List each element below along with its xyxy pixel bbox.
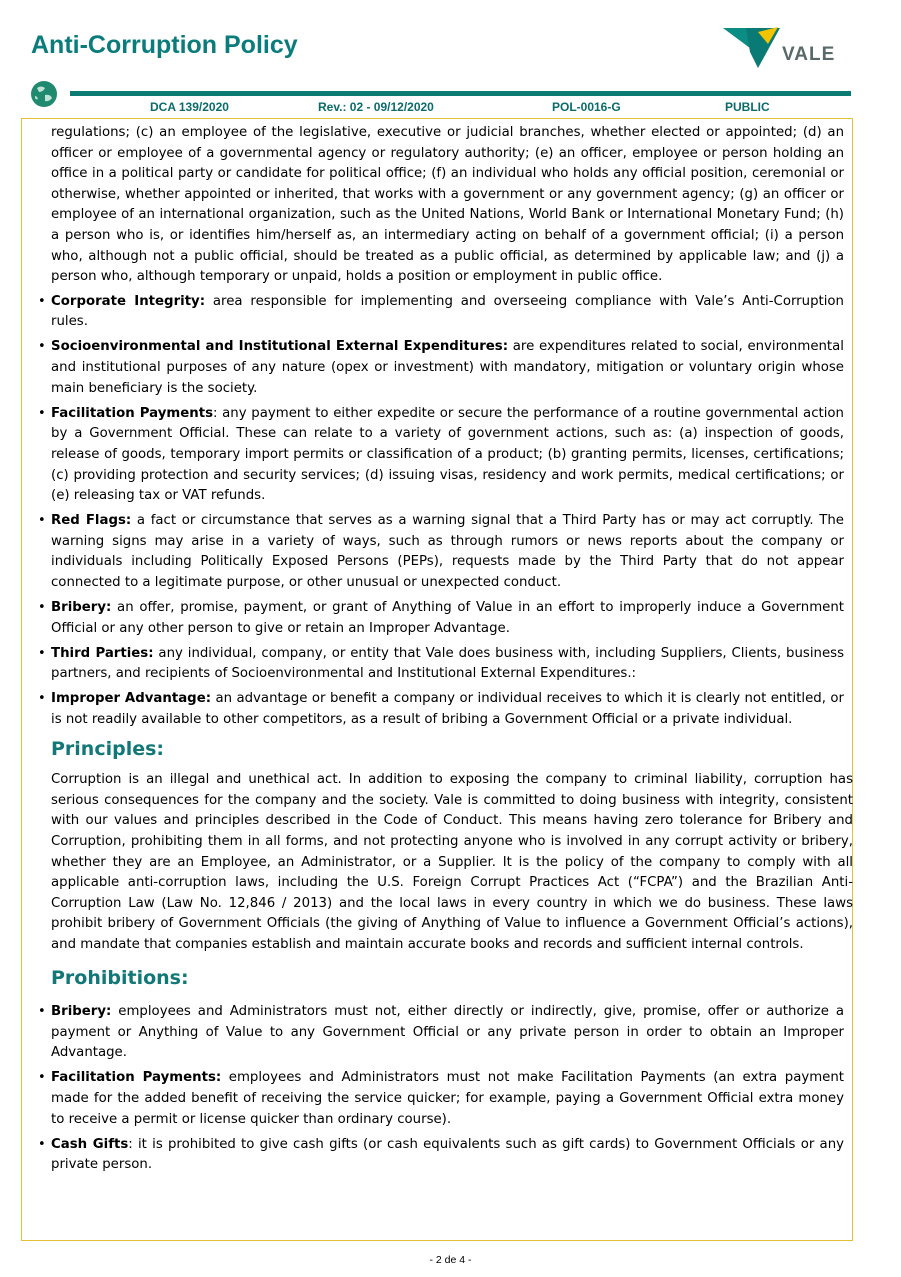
list-item: [51, 1002, 844, 1064]
revision-label: Rev.: 02 - 09/12/2020: [318, 100, 434, 114]
list-item: [51, 1068, 844, 1130]
definition-text: are expenditures related to social, environmental and institutional purposes of any nature (opex or investment) with mandatory, mitigation or voluntary origin whose main beneficiary is the society.: [51, 339, 844, 396]
definition-text: an offer, promise, payment, or grant of Anything of Value in an effort to improperly induce a Government Official or any other person to give or retain an Improper Advantage.: [51, 600, 844, 636]
prohibitions-list: [51, 1002, 844, 1176]
list-item: [51, 337, 844, 399]
definition-text: : any payment to either expedite or secure the performance of a routine governmental action by a Government Official. These can relate to a variety of government actions, such as: (a) inspection of goods, release of goods, temporary import permits or classification of a product; (b) granting permits, licenses, certifications; (c) providing protection and security services; (d) issuing visas, residency and work permits, medical certifications; or (e) releasing tax or VAT refunds.: [51, 405, 844, 504]
list-item: [51, 292, 844, 333]
list-item: [51, 644, 844, 685]
list-item: [51, 598, 844, 639]
definition-text: area responsible for implementing and overseeing compliance with Vale’s Anti-Corruption rules.: [51, 293, 844, 330]
classification-label: PUBLIC: [725, 100, 770, 114]
doc-reference: DCA 139/2020: [150, 100, 229, 114]
document-title: Anti-Corruption Policy: [31, 31, 298, 59]
principles-heading: Principles:: [51, 737, 165, 760]
definition-term: Socioenvironmental and Institutional External Expenditures:: [51, 339, 509, 355]
definition-term: Bribery:: [51, 600, 112, 616]
policy-code: POL-0016-G: [552, 100, 621, 114]
prohibition-text: employees and Administrators must not, either directly or indirectly, give, promise, offer or authorize a payment or Anything of Value to any Government Official or any private person in order to obtain an Improper Advantage.: [51, 1004, 844, 1061]
globe-icon: [30, 80, 58, 108]
principles-paragraph: Corruption is an illegal and unethical act. In addition to exposing the company to criminal liability, corruption has serious consequences for the company and the society. Vale is committed to doing business with integrity, consistent with our values and principles described in the Code of Conduct. This means having zero tolerance for Bribery and Corruption, prohibiting them in all forms, and not protecting anyone who is involved in any corrupt activity or bribery, whether they are an Employee, an Administrator, or a Supplier. It is the policy of the company to comply with all applicable anti-corruption laws, including the U.S. Foreign Corrupt Practices Act (“FCPA”) and the Brazilian Anti-Corruption Law (Law No. 12,846 / 2013) and the local laws in every country in which we do business. These laws prohibit bribery of Government Officials (the giving of Anything of Value to influence a Government Official’s actions), and mandate that companies establish and maintain accurate books and records and sufficient internal controls.: [51, 772, 853, 952]
definitions-list: [51, 292, 844, 731]
definition-term: Corporate Integrity:: [51, 293, 206, 309]
intro-paragraph: regulations; (c) an employee of the legislative, executive or judicial branches, whether elected or appointed; (d) an officer or employee of a governmental agency or regulatory authority; (e) an officer, employee or person holding an office in a political party or candidate for political office; (f) an individual who holds any official position, ceremonial or otherwise, whether appointed or inherited, that works with a government or any government agency; (g) an officer or employee of an international organization, such as the United Nations, World Bank or International Monetary Fund; (h) a person who is, or identifies him/herself as, an intermediary acting on behalf of a government official; (i) a person who, although not a public official, should be treated as a public official, as determined by applicable law; and (j) a person who, although temporary or unpaid, holds a position or employment in public office.: [51, 125, 844, 285]
definition-term: Improper Advantage:: [51, 691, 212, 707]
definition-text: an advantage or benefit a company or individual receives to which it is clearly not entitled, or is not readily available to other competitors, as a result of bribing a Government Official or a private individual.: [51, 691, 845, 728]
list-item: [51, 689, 844, 730]
prohibition-term: Facilitation Payments:: [51, 1070, 222, 1086]
header-rule: [70, 91, 851, 96]
definition-term: Third Parties:: [51, 645, 154, 661]
prohibition-term: Bribery:: [51, 1004, 112, 1020]
list-item: [51, 1135, 844, 1176]
list-item: [51, 404, 844, 507]
page-number: - 2 de 4 -: [429, 1254, 472, 1266]
definition-text: any individual, company, or entity that Vale does business with, including Suppliers, Clients, business partners, and recipients of Socioenvironmental and Institutional External Expenditures.:: [51, 645, 844, 682]
definition-term: Facilitation Payments: [51, 405, 213, 421]
prohibition-text: employees and Administrators must not make Facilitation Payments (an extra payment made for the added benefit of receiving the service quicker; for example, paying a Government Official extra money to receive a permit or license quicker than ordinary course).: [51, 1070, 844, 1127]
page-content: [51, 123, 853, 1180]
prohibition-term: Cash Gifts: [51, 1136, 129, 1152]
prohibitions-heading: Prohibitions:: [51, 966, 189, 989]
definition-text: a fact or circumstance that serves as a warning signal that a Third Party has or may act corruptly. The warning signs may arise in a variety of ways, such as through rumors or news reports about the company or individuals including Politically Exposed Persons (PEPs), requests made by the Third Party that do not appear connected to a legitimate purpose, or other unusual or unexpected conduct.: [51, 513, 844, 590]
logo-wordmark: VALE: [782, 44, 836, 65]
prohibition-text: : it is prohibited to give cash gifts (or cash equivalents such as gift cards) to Government Officials or any private person.: [51, 1136, 844, 1173]
definition-term: Red Flags:: [51, 513, 132, 529]
list-item: [51, 511, 844, 593]
